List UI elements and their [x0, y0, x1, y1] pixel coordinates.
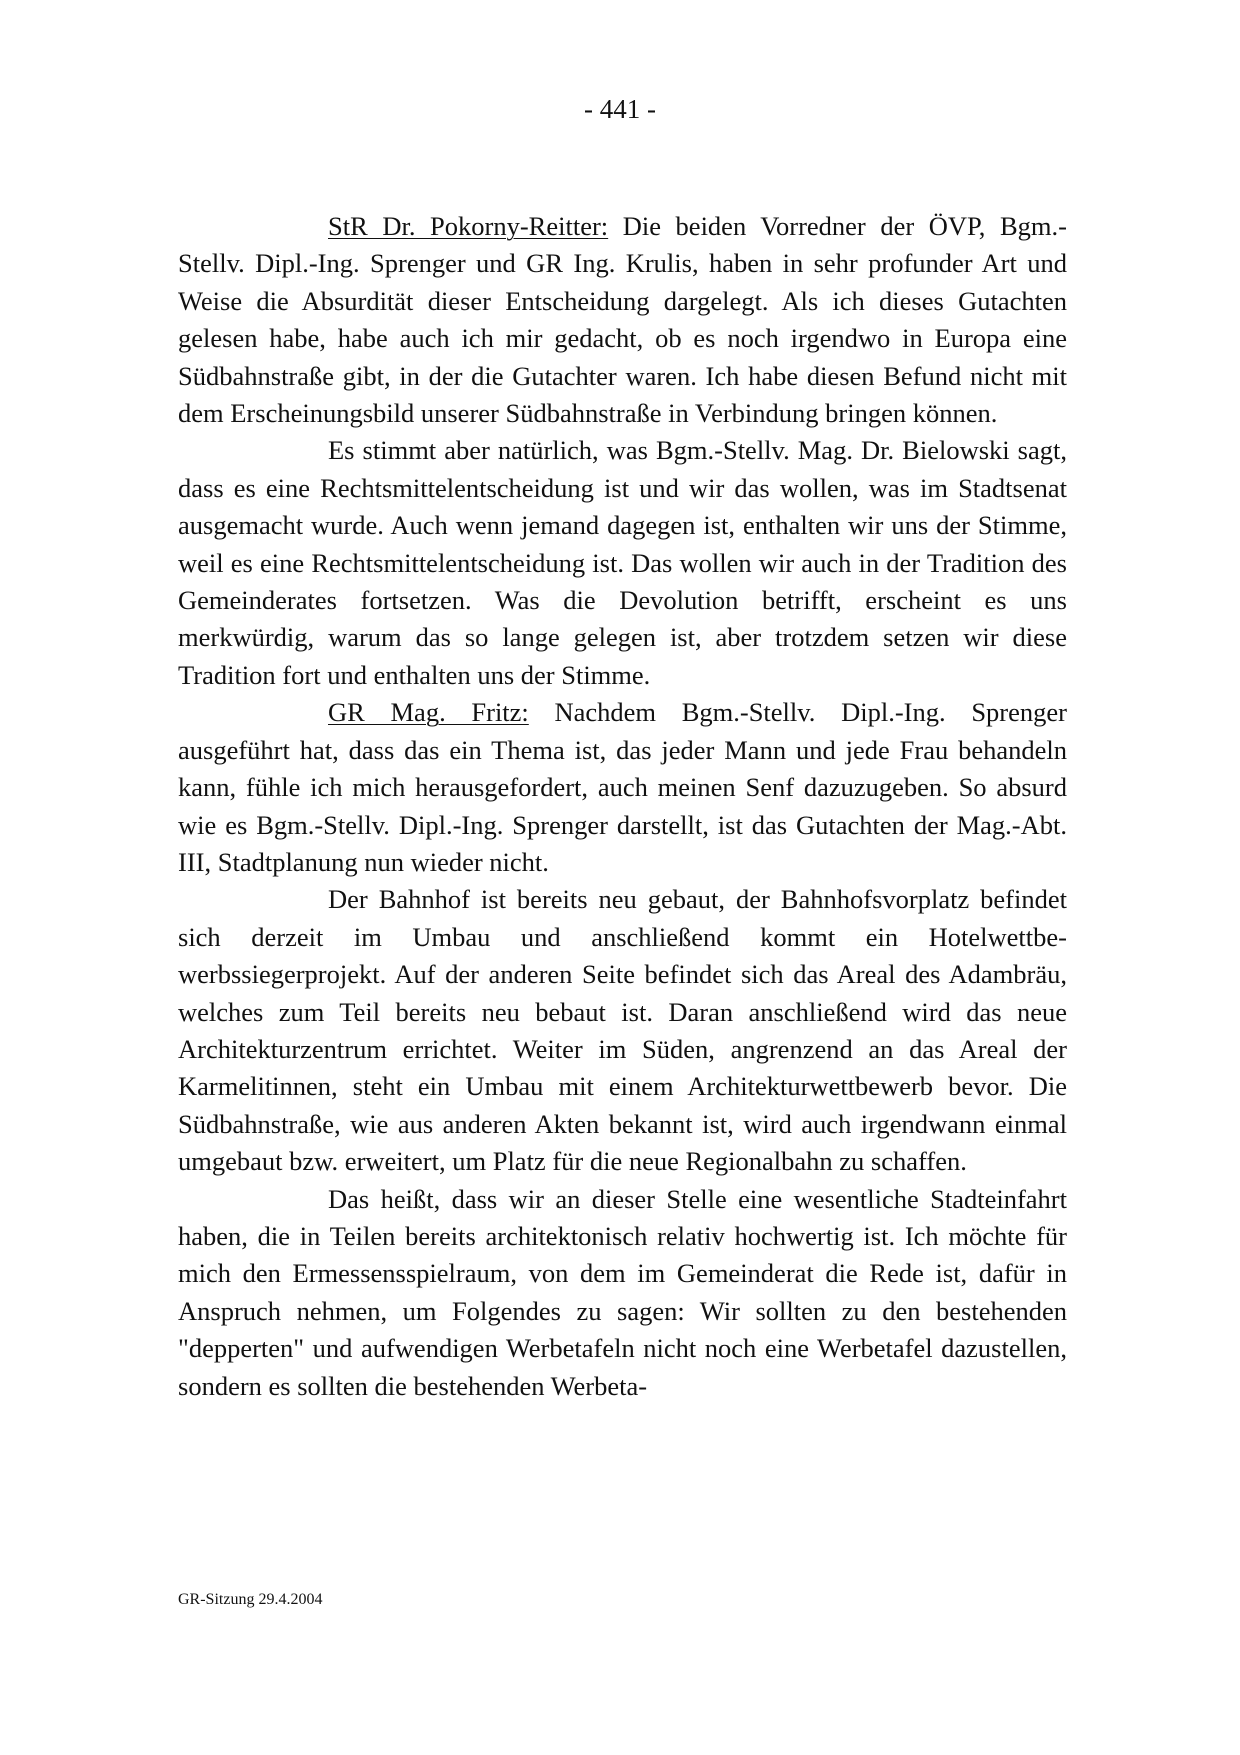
paragraph [178, 881, 1067, 1180]
paragraph-text: Nachdem Bgm.-Stellv. Dipl.-Ing. Sprenger ausgeführt hat, dass das ein Thema ist, das jeder Mann und jede Frau behandeln kann, fühle ich mich herausgefordert, auch meinen Senf dazuzugeben. So absurd wie es Bgm.-Stellv. Dipl.-Ing. Sprenger darstellt, ist das Gutachten der Mag.-Abt. III, Stadtplanung nun wieder nicht. [178, 697, 1067, 877]
footer-session-date: GR-Sitzung 29.4.2004 [178, 1591, 323, 1608]
paragraph-text: Die beiden Vorredner der ÖVP, Bgm.-Stellv. Dipl.-Ing. Sprenger und GR Ing. Krulis, haben in sehr profunder Art und Weise die Absurdität dieser Entscheidung dargelegt. Als ich dieses Gutachten gelesen habe, habe auch ich mir gedacht, ob es noch irgendwo in Europa eine Südbahnstraße gibt, in der die Gutachter waren. Ich habe diesen Befund nicht mit dem Erscheinungsbild unserer Südbahnstraße in Verbindung bringen können. [178, 211, 1067, 429]
paragraph [178, 432, 1067, 694]
paragraph [178, 694, 1067, 881]
paragraph-text: Das heißt, dass wir an dieser Stelle eine wesentliche Stadteinfahrt haben, die in Teilen bereits architektonisch relativ hochwertig ist. Ich möchte für mich den Ermessensspielraum, von dem im Gemeinderat die Rede ist, dafür in Anspruch nehmen, um Folgendes zu sagen: Wir sollten zu den bestehenden "depperten" und aufwendigen Werbetafeln nicht noch eine Werbetafel dazustellen, sondern es sollten die bestehenden Werbeta- [178, 1183, 1067, 1401]
paragraph-text: Der Bahnhof ist bereits neu gebaut, der Bahnhofsvorplatz befindet sich derzeit im Umbau und anschließend kommt ein Hotelwettbewerbssiegerprojekt. Auf der anderen Seite befindet sich das Areal des Adambräu, welches zum Teil bereits neu bebaut ist. Daran anschließend wird das neue Architekturzentrum errichtet. Weiter im Süden, angrenzend an das Areal der Karmelitinnen, steht ein Umbau mit einem Architekturwettbewerb bevor. Die Südbahnstraße, wie aus anderen Akten bekannt ist, wird auch irgendwann einmal umgebaut bzw. erweitert, um Platz für die neue Regionalbahn zu schaffen. [178, 884, 1067, 1177]
document-body [178, 208, 1067, 1405]
paragraph-text: Es stimmt aber natürlich, was Bgm.-Stellv. Mag. Dr. Bielowski sagt, dass es eine Rechtsmittelentscheidung ist und wir das wollen, was im Stadtsenat ausgemacht wurde. Auch wenn jemand dagegen ist, enthalten wir uns der Stimme, weil es eine Rechtsmittelentscheidung ist. Das wollen wir auch in der Tradition des Gemeinderates fortsetzen. Was die Devolution betrifft, erscheint es uns merkwürdig, warum das so lange gelegen ist, aber trotzdem setzen wir diese Tradition fort und enthalten uns der Stimme. [178, 435, 1067, 690]
paragraph [178, 1181, 1067, 1405]
speaker-name: GR Mag. Fritz: [328, 697, 529, 728]
speaker-name: StR Dr. Pokorny-Reitter: [328, 211, 609, 241]
page-number: - 441 - [584, 94, 656, 124]
paragraph [178, 208, 1067, 432]
